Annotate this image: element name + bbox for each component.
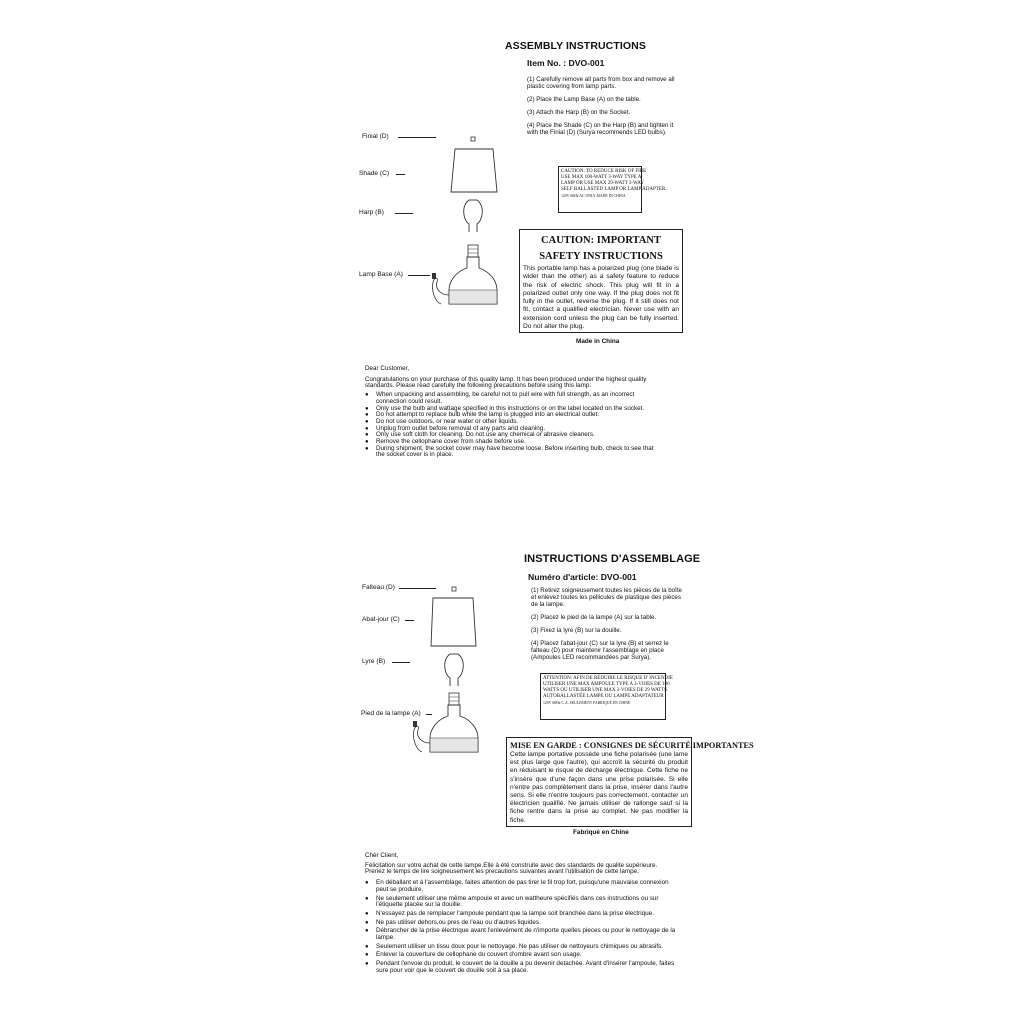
caution-body: This portable lamp has a polarized plug (one blade is wider than the other) as a safety feature to reduce the risk of electric shock. This plug will fit in a polarized outlet only one way. If the plug does not fit fully in the outlet, reverse the plug. If it still does not fit, contact a qualified electrician. Never use with an extension cord unless the plug can be fully inserted. Do not alter the plug. xyxy=(523,265,679,331)
list-item: ● Ne seulement utiliser une même ampoule et avec un wattheure spécifiés dans ces instructions ou sur l'étiquette placée sur la douille. xyxy=(365,894,659,909)
item-number: Item No. : DVO-001 xyxy=(527,58,605,68)
list-item: ● Do not use outdoors, or near water or other liquids. xyxy=(365,417,519,425)
label-line: ATTENTION: AFIN DE RÉDUIRE LE RISQUE D' INCENDIE xyxy=(543,676,673,681)
customer-letter-fr xyxy=(365,853,677,975)
bullet-icon: ● xyxy=(365,928,369,935)
label-line: CAUTION: TO REDUCE RISK OF FIRE xyxy=(561,169,647,174)
lamp-exploded-diagram-icon xyxy=(412,582,502,764)
part-label-harp: Harp (B) xyxy=(359,209,384,216)
bullet-icon: ● xyxy=(365,439,369,446)
list-item: ● Seulement utiliser un tissu doux pour le nettoyage. Ne pas utiliser de nettoyeurs chimiques ou abrasifs. xyxy=(365,942,664,950)
leader-line xyxy=(396,174,405,175)
letter-intro: Congratulations on your purchase of this quality lamp. It has been produced under the highest quality standards. Please read carefully the following precautions before using this lamp: xyxy=(365,375,647,390)
label-line: USE MAX 100-WATT 3-WAY TYPE A xyxy=(561,175,642,180)
wattage-warning-label-fr xyxy=(540,673,673,720)
part-label-finial: Falteau (D) xyxy=(362,584,395,591)
step-4: (4) Placez l'abat-jour (C) sur la lyre (B) et serrez le falteau (D) pour maintenir l'assemblage en place (Ampoules LED recommandées par Surya). xyxy=(531,640,669,661)
made-in-label-fr: Fabriqué en Chine xyxy=(573,829,629,836)
assembly-steps-fr xyxy=(531,587,683,661)
letter-greeting: Chèr Client, xyxy=(365,852,399,859)
bullet-icon: ● xyxy=(365,392,369,399)
lamp-exploded-diagram-icon xyxy=(425,132,515,312)
bullet-icon: ● xyxy=(365,961,369,968)
bullet-icon: ● xyxy=(365,405,369,412)
leader-line xyxy=(395,213,413,214)
made-in-label: Made in China xyxy=(576,338,620,345)
list-item: ● En déballant et à l'assemblage, faites attention de pas tirer le fil trop fort, puisqu'une mauvaise connexion peut se produire. xyxy=(365,879,669,893)
list-item: ● Remove the cellophane cover from shade before use. xyxy=(365,438,526,446)
list-item: ● Only use the bulb and wattage specified in this instructions or on the label located on the socket. xyxy=(365,404,645,412)
list-item: ● Pendant l'envoie du produit, le couvert de la douille a pu devenir detachée. Avant d'insérer l'ampoule, faites sure pour voir que le couvert de douille soit à sa place. xyxy=(365,960,675,974)
bullet-icon: ● xyxy=(365,919,369,926)
step-2: (2) Placez le pied de la lampe (A) sur la table. xyxy=(531,614,657,621)
list-item: ● Enlever la couverture de cellophane du couvert d'ombre avant son usage. xyxy=(365,951,582,959)
step-4: (4) Place the Shade (C) on the Harp (B) and tighten it with the Finial (D) (Surya recommends LED bulbs). xyxy=(527,122,674,136)
bullet-icon: ● xyxy=(365,880,369,887)
letter-greeting: Dear Customer, xyxy=(365,365,410,372)
list-item: ● Do not attempt to replace bulb while the lamp is plugged into an electrical outlet. xyxy=(365,411,599,419)
label-line: AUTOBALLASTÉE LAMPE OU LAMPE ADAPTATEUR xyxy=(543,694,664,699)
part-label-shade: Shade (C) xyxy=(359,170,390,177)
assembly-steps xyxy=(527,76,685,136)
step-1: (1) Carefully remove all parts from box and remove all plastic covering from lamp parts. xyxy=(527,76,675,90)
bullet-icon: ● xyxy=(365,895,369,902)
bullet-icon: ● xyxy=(365,445,369,452)
label-line: 120V 60Hz C.A. SEULEMENT FABRIQUÉ EN CHINE xyxy=(543,701,631,705)
step-3: (3) Attach the Harp (B) on the Socket. xyxy=(527,109,631,116)
wattage-warning-label xyxy=(558,166,667,213)
label-line: 120V 60Hz AC ONLY MADE IN CHINA xyxy=(561,194,626,198)
part-label-shade: Abat-jour (C) xyxy=(362,616,400,623)
list-item: ● Débrancher de la prise électrique avant l'enlevément de n'importe quelles pieces ou pour le nettoyage de la lampe. xyxy=(365,927,676,942)
part-label-base: Lamp Base (A) xyxy=(359,271,403,278)
step-3: (3) Fixez la lyre (B) sur la douille. xyxy=(531,627,622,634)
bullet-icon: ● xyxy=(365,412,369,419)
bullet-icon: ● xyxy=(365,432,369,439)
bullet-icon: ● xyxy=(365,943,369,950)
bullet-icon: ● xyxy=(365,910,369,917)
part-label-finial: Finial (D) xyxy=(362,133,389,140)
item-number-fr: Numéro d'article: DVO-001 xyxy=(528,572,637,582)
list-item: ● Only use soft cloth for cleaning. Do not use any chemical or abrasive cleaners. xyxy=(365,431,595,439)
precautions-list xyxy=(365,392,661,459)
precautions-list xyxy=(365,880,677,974)
customer-letter xyxy=(365,366,661,459)
list-item: ● When unpacking and assembling, be careful not to pull wire with full strength, as an incorrect connection could result. xyxy=(365,391,635,405)
step-1: (1) Retirez soigneusement toutes les pièces de la boîte et enlevez toutes les pellicules de plastique des pièces de la lampe. xyxy=(531,587,682,608)
label-line: SELF BALLASTED LAMP OR LAMP ADAPTER. xyxy=(561,187,667,192)
label-line: LAMP OR USE MAX 29-WATT 3-WAY xyxy=(561,181,645,186)
caution-body: Cette lampe portative possède une fiche polarisée (une lame est plus large que l'autre), qui accroît la sécurité du produit en réduisant le risque de décharge électrique. Cette fiche ne s'insère que d'une façon dans une prise polarisée. Si elle n'entre pas complètement dans la prise, insérer dans l'autre sens. Si elle n'entre toujours pas correctement, contacter un électricien qualifié. Ne jamais utiliser de rallonge sauf si la fiche rentre dans la prise au complet. Ne pas modifier la fiche. xyxy=(510,751,688,824)
caution-title: MISE EN GARDE : CONSIGNES DE SÉCURITÉ IMPORTANTES xyxy=(510,741,754,750)
list-item: ● Ne pas utiliser dehors,ou pres de l'eau ou d'autres liquides. xyxy=(365,918,541,926)
letter-intro: Félicitation sur votre achat de cette lampe.Elle à été construite avec des standards de qualite supérieure. Prenez le temps de lire soigneusement les precautions suivantes avant l'utilisation de cette lampe. xyxy=(365,861,658,876)
label-line: UTILISER UNE MAX AMPOULE TYPE A 3-VOIES DE 100 xyxy=(543,682,670,687)
bullet-icon: ● xyxy=(365,952,369,959)
caution-title: CAUTION: IMPORTANT SAFETY INSTRUCTIONS xyxy=(539,235,663,262)
caution-box-fr xyxy=(506,737,754,827)
part-label-base: Pied de la lampe (A) xyxy=(361,710,421,717)
step-2: (2) Place the Lamp Base (A) on the table. xyxy=(527,96,641,103)
caution-box xyxy=(519,229,683,333)
bullet-icon: ● xyxy=(365,418,369,425)
bullet-icon: ● xyxy=(365,425,369,432)
list-item: ● Unplug from outlet before removal of any parts and cleaning. xyxy=(365,424,546,432)
assembly-title: ASSEMBLY INSTRUCTIONS xyxy=(505,40,646,52)
label-line: WATTS OU UTILISER UNE MAX 3-VOIES DE 29 WATTS xyxy=(543,688,668,693)
leader-line xyxy=(392,662,410,663)
list-item: ● N'essayez pas de remplacer l'ampoule pendant que la lampe soit branchée dans la prise électrique. xyxy=(365,909,654,917)
list-item: ● During shipment, the socket cover may have become loose. Before inserting bulb, check to see that the socket cover is in place. xyxy=(365,444,654,459)
assembly-title-fr: INSTRUCTIONS D'ASSEMBLAGE xyxy=(524,553,701,565)
part-label-harp: Lyre (B) xyxy=(362,658,386,665)
